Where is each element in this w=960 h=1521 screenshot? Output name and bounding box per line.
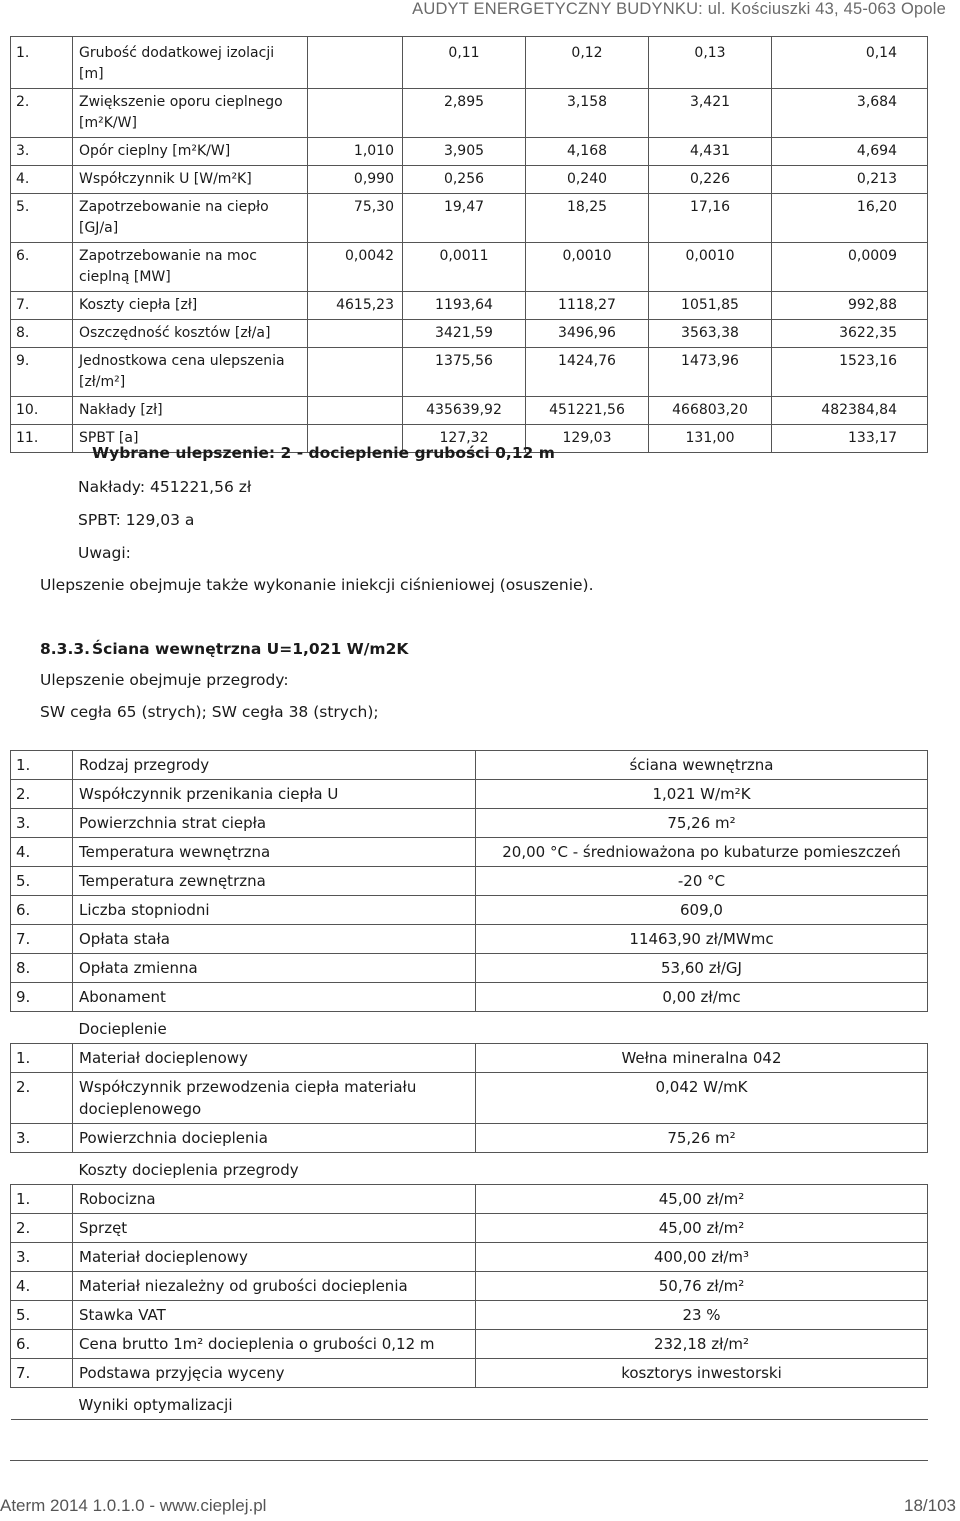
row-value [308, 89, 403, 138]
row-value: 1051,85 [649, 292, 772, 320]
row-number: 4. [11, 166, 73, 194]
parameter-row [11, 1124, 928, 1153]
row-value: 0,0009 [772, 243, 928, 292]
row-value: 3496,96 [526, 320, 649, 348]
results-row [11, 243, 928, 292]
row-value: 0,0011 [403, 243, 526, 292]
empty-cell [11, 1012, 73, 1044]
row-value: 1,021 W/m²K [476, 780, 928, 809]
row-value: 482384,84 [772, 397, 928, 425]
row-number: 8. [11, 954, 73, 983]
row-value: 75,26 m² [476, 1124, 928, 1153]
row-value: 0,00 zł/mc [476, 983, 928, 1012]
row-value: 1473,96 [649, 348, 772, 397]
row-value: -20 °C [476, 867, 928, 896]
row-value: 0,11 [403, 37, 526, 89]
row-number: 1. [11, 1185, 73, 1214]
row-value: 0,213 [772, 166, 928, 194]
parameter-row [11, 954, 928, 983]
selected-costs: Nakłady: 451221,56 zł [78, 478, 252, 496]
row-value: 23 % [476, 1301, 928, 1330]
row-number: 5. [11, 1301, 73, 1330]
row-value: 451221,56 [526, 397, 649, 425]
row-number: 7. [11, 1359, 73, 1388]
document-header: AUDYT ENERGETYCZNY BUDYNKU: ul. Kościuszki 43, 45-063 Opole [412, 0, 946, 18]
row-value: ściana wewnętrzna [476, 751, 928, 780]
row-label: Koszty ciepła [zł] [73, 292, 308, 320]
parameter-row [11, 896, 928, 925]
row-number: 6. [11, 1330, 73, 1359]
row-label: Opłata stała [73, 925, 476, 954]
row-value: 1118,27 [526, 292, 649, 320]
row-label: Sprzęt [73, 1214, 476, 1243]
row-label: Zapotrzebowanie na moc cieplną [MW] [73, 243, 308, 292]
results-heading [11, 1388, 928, 1420]
parameter-row [11, 838, 928, 867]
row-number: 3. [11, 1243, 73, 1272]
row-number: 1. [11, 37, 73, 89]
row-value: 0,042 W/mK [476, 1073, 928, 1124]
row-number: 4. [11, 1272, 73, 1301]
row-number: 7. [11, 292, 73, 320]
note-text: Ulepszenie obejmuje także wykonanie iniekcji ciśnieniowej (osuszenie). [40, 576, 594, 594]
row-value [308, 320, 403, 348]
row-value: 400,00 zł/m³ [476, 1243, 928, 1272]
row-number: 3. [11, 1124, 73, 1153]
results-row [11, 166, 928, 194]
row-value: 0,990 [308, 166, 403, 194]
parameter-row [11, 809, 928, 838]
row-label: Temperatura wewnętrzna [73, 838, 476, 867]
row-number: 3. [11, 138, 73, 166]
row-label: Stawka VAT [73, 1301, 476, 1330]
row-value: 19,47 [403, 194, 526, 243]
row-value: 1375,56 [403, 348, 526, 397]
row-number: 8. [11, 320, 73, 348]
row-value [308, 37, 403, 89]
row-label: Podstawa przyjęcia wyceny [73, 1359, 476, 1388]
parameter-row [11, 1185, 928, 1214]
row-label: Materiał niezależny od grubości docieplenia [73, 1272, 476, 1301]
row-value: 75,26 m² [476, 809, 928, 838]
section-intro: Ulepszenie obejmuje przegrody: [40, 671, 289, 689]
row-value: 0,226 [649, 166, 772, 194]
row-value: 0,14 [772, 37, 928, 89]
row-value: 992,88 [772, 292, 928, 320]
empty-cell [11, 1388, 73, 1420]
row-value: 20,00 °C - średnioważona po kubaturze pomieszczeń [476, 838, 928, 867]
row-label: Rodzaj przegrody [73, 751, 476, 780]
empty-cell [11, 1153, 73, 1185]
row-value: Wełna mineralna 042 [476, 1044, 928, 1073]
results-row [11, 292, 928, 320]
row-value: 53,60 zł/GJ [476, 954, 928, 983]
section-heading-label: Wyniki optymalizacji [73, 1388, 928, 1420]
row-label: Opłata zmienna [73, 954, 476, 983]
row-value: 0,12 [526, 37, 649, 89]
row-label: Materiał docieplenowy [73, 1243, 476, 1272]
row-value: 75,30 [308, 194, 403, 243]
row-label: Temperatura zewnętrzna [73, 867, 476, 896]
footer-software: Aterm 2014 1.0.1.0 - www.cieplej.pl [0, 1496, 267, 1515]
row-label: Liczba stopniodni [73, 896, 476, 925]
selected-spbt: SPBT: 129,03 a [78, 511, 195, 529]
row-value: 0,240 [526, 166, 649, 194]
row-value: 1,010 [308, 138, 403, 166]
row-label: Opór cieplny [m²K/W] [73, 138, 308, 166]
row-label: Robocizna [73, 1185, 476, 1214]
section-walls: SW cegła 65 (strych); SW cegła 38 (strych); [40, 703, 379, 721]
row-number: 2. [11, 780, 73, 809]
row-number: 2. [11, 1073, 73, 1124]
row-value: 0,0010 [649, 243, 772, 292]
results-row [11, 138, 928, 166]
row-label: Grubość dodatkowej izolacji [m] [73, 37, 308, 89]
selected-improvement-title: Wybrane ulepszenie: 2 - docieplenie grubości 0,12 m [92, 444, 555, 462]
row-value: 45,00 zł/m² [476, 1214, 928, 1243]
row-value: 0,256 [403, 166, 526, 194]
row-value: 1424,76 [526, 348, 649, 397]
row-value [308, 397, 403, 425]
row-number: 6. [11, 896, 73, 925]
row-number: 1. [11, 751, 73, 780]
results-row [11, 397, 928, 425]
row-label: Współczynnik przewodzenia ciepła materiału docieplenowego [73, 1073, 476, 1124]
row-number: 5. [11, 867, 73, 896]
row-label: Abonament [73, 983, 476, 1012]
row-value: 4615,23 [308, 292, 403, 320]
row-value: 3563,38 [649, 320, 772, 348]
row-value: 3421,59 [403, 320, 526, 348]
parameter-row [11, 1330, 928, 1359]
results-row [11, 320, 928, 348]
row-label: Materiał docieplenowy [73, 1044, 476, 1073]
row-label: Powierzchnia docieplenia [73, 1124, 476, 1153]
parameter-row [11, 1359, 928, 1388]
parameter-row [11, 983, 928, 1012]
results-row [11, 37, 928, 89]
results-row [11, 348, 928, 397]
row-number: 4. [11, 838, 73, 867]
row-value: 4,694 [772, 138, 928, 166]
row-number: 2. [11, 89, 73, 138]
page-number: 18/103 [904, 1496, 956, 1515]
row-value: 50,76 zł/m² [476, 1272, 928, 1301]
row-value: 129,03 [526, 425, 649, 453]
insulation-heading [11, 1012, 928, 1044]
parameter-row [11, 1214, 928, 1243]
row-value [308, 348, 403, 397]
parameter-row [11, 1272, 928, 1301]
row-value: 17,16 [649, 194, 772, 243]
parameter-row [11, 1301, 928, 1330]
row-number: 6. [11, 243, 73, 292]
parameter-row [11, 1044, 928, 1073]
wall-parameters-table [10, 750, 928, 1420]
results-row [11, 194, 928, 243]
row-label: Współczynnik U [W/m²K] [73, 166, 308, 194]
cost-heading [11, 1153, 928, 1185]
row-number: 3. [11, 809, 73, 838]
table-bottom-rule [10, 1460, 928, 1461]
row-value: 131,00 [649, 425, 772, 453]
row-number: 9. [11, 983, 73, 1012]
parameter-row [11, 751, 928, 780]
row-number: 2. [11, 1214, 73, 1243]
row-value: 133,17 [772, 425, 928, 453]
row-label: Cena brutto 1m² docieplenia o grubości 0,12 m [73, 1330, 476, 1359]
row-value: kosztorys inwestorski [476, 1359, 928, 1388]
row-value: 3,684 [772, 89, 928, 138]
row-number: 11. [11, 425, 73, 453]
row-number: 1. [11, 1044, 73, 1073]
parameter-row [11, 925, 928, 954]
row-value: 4,431 [649, 138, 772, 166]
row-label: Nakłady [zł] [73, 397, 308, 425]
row-value: 4,168 [526, 138, 649, 166]
row-value: 1193,64 [403, 292, 526, 320]
row-value: 127,32 [403, 425, 526, 453]
row-value: 2,895 [403, 89, 526, 138]
row-value: 3,421 [649, 89, 772, 138]
section-title: Ściana wewnętrzna U=1,021 W/m2K [92, 640, 409, 658]
row-value: 3622,35 [772, 320, 928, 348]
row-value: 232,18 zł/m² [476, 1330, 928, 1359]
results-table [10, 36, 928, 453]
section-number: 8.3.3. [40, 640, 91, 658]
row-number: 10. [11, 397, 73, 425]
notes-label: Uwagi: [78, 544, 131, 562]
parameter-row [11, 780, 928, 809]
row-label: Zwiększenie oporu cieplnego [m²K/W] [73, 89, 308, 138]
parameter-row [11, 867, 928, 896]
row-value: 0,0042 [308, 243, 403, 292]
row-value: 435639,92 [403, 397, 526, 425]
row-number: 5. [11, 194, 73, 243]
row-value: 11463,90 zł/MWmc [476, 925, 928, 954]
parameter-row [11, 1243, 928, 1272]
row-number: 7. [11, 925, 73, 954]
row-value: 609,0 [476, 896, 928, 925]
results-row [11, 89, 928, 138]
row-label: Jednostkowa cena ulepszenia [zł/m²] [73, 348, 308, 397]
row-value: 18,25 [526, 194, 649, 243]
section-heading-label: Koszty docieplenia przegrody [73, 1153, 928, 1185]
row-value: 16,20 [772, 194, 928, 243]
row-value: 1523,16 [772, 348, 928, 397]
row-label: Współczynnik przenikania ciepła U [73, 780, 476, 809]
row-label: Oszczędność kosztów [zł/a] [73, 320, 308, 348]
row-number: 9. [11, 348, 73, 397]
parameter-row [11, 1073, 928, 1124]
row-label: SPBT [a] [73, 425, 308, 453]
row-value: 466803,20 [649, 397, 772, 425]
row-value: 3,905 [403, 138, 526, 166]
row-value: 3,158 [526, 89, 649, 138]
row-label: Zapotrzebowanie na ciepło [GJ/a] [73, 194, 308, 243]
row-label: Powierzchnia strat ciepła [73, 809, 476, 838]
section-heading-label: Docieplenie [73, 1012, 928, 1044]
row-value: 45,00 zł/m² [476, 1185, 928, 1214]
row-value: 0,0010 [526, 243, 649, 292]
row-value: 0,13 [649, 37, 772, 89]
